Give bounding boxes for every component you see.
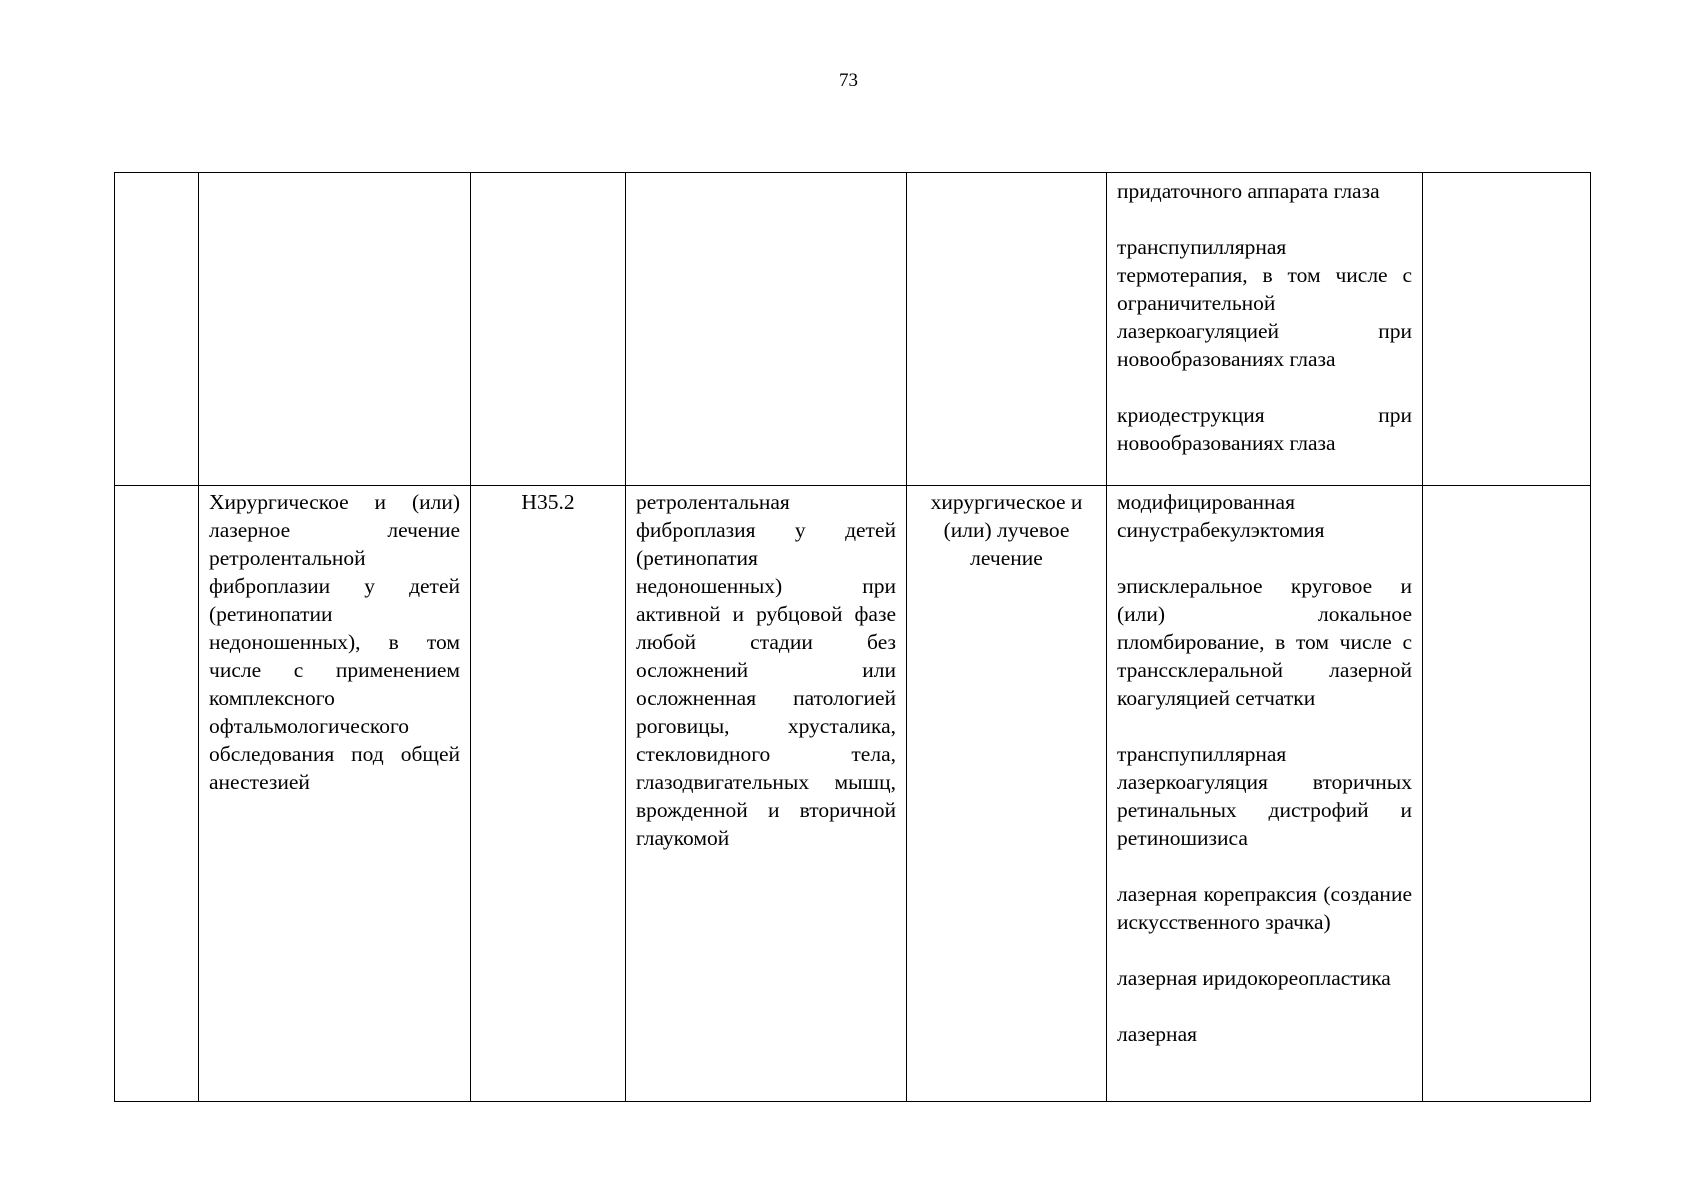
patient-model-cell [626,173,907,486]
row-number-cell [115,173,199,486]
treatment-type-cell: хирургическое и (или) лучевое лечение [907,486,1107,1102]
cost-cell [1423,173,1591,486]
method-item: эписклеральное круговое и (или) локальное пломбирование, в том числе с транссклеральной лазерной коагуляцией сетчатки [1117,574,1412,710]
medical-care-table [114,172,1591,1102]
icd-code-cell: H35.2 [471,486,626,1102]
table-row [115,486,1591,1102]
treatment-method-cell [1107,173,1423,486]
patient-model-cell: ретролентальная фиброплазия у детей (ретинопатия недоношенных) при активной и рубцовой фазе любой стадии без осложнений или осложненная патологией роговицы, хрусталика, стекловидного тела, глазодвигательных мышц, врожденной и вторичной глаукомой [626,486,907,1102]
method-item: придаточного аппарата глаза [1117,179,1380,203]
table-row [115,173,1591,486]
page-number: 73 [839,70,858,91]
icd-code-cell [471,173,626,486]
treatment-method-cell [1107,486,1423,1102]
method-item: криодеструкция при новообразованиях глаза [1117,403,1412,455]
treatment-type-cell [907,173,1107,486]
method-item: лазерная [1117,1022,1197,1046]
cost-cell [1423,486,1591,1102]
method-item: транспупиллярная термотерапия, в том числе с ограничительной лазеркоагуляцией при новообразованиях глаза [1117,235,1412,371]
method-item: лазерная корепраксия (создание искусственного зрачка) [1117,882,1412,934]
row-number-cell [115,486,199,1102]
care-name-cell [199,173,471,486]
method-item: транспупиллярная лазеркоагуляция вторичных ретинальных дистрофий и ретиношизиса [1117,742,1412,850]
method-item: модифицированная синустрабекулэктомия [1117,490,1325,542]
care-name-cell: Хирургическое и (или) лазерное лечение ретролентальной фиброплазии у детей (ретинопатии недоношенных), в том числе с применением комплексного офтальмологического обследования под общей анестезией [199,486,471,1102]
method-item: лазерная иридокореопластика [1117,966,1391,990]
